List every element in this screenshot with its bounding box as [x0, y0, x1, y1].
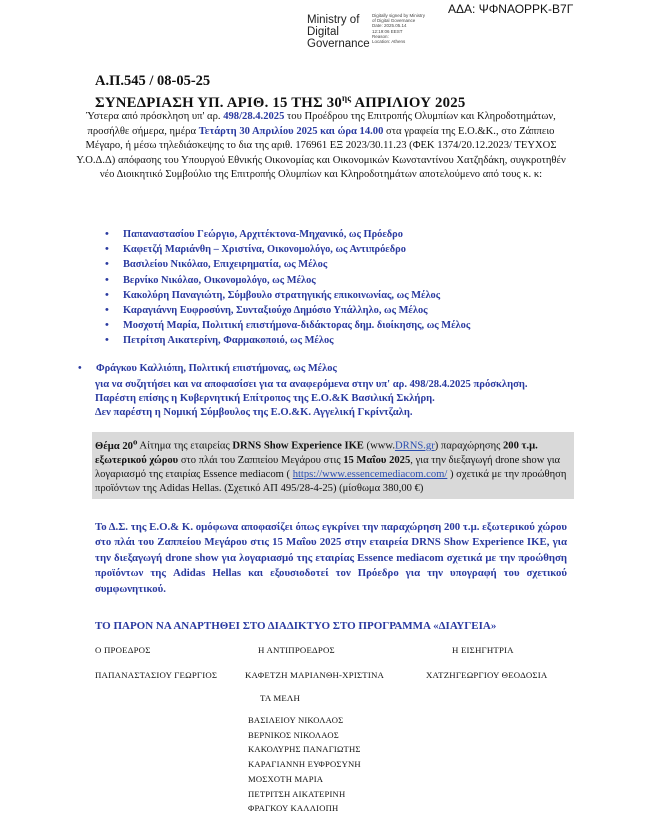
name-president: ΠΑΠΑΝΑΣΤΑΣΙΟΥ ΓΕΩΡΓΙΟΣ: [95, 670, 218, 680]
intro-paragraph: [76, 110, 566, 183]
invitation-number: 498/28.4.2025: [223, 111, 285, 122]
attendance-line: για να συζητήσει και να αποφασίσει για τα αναφερόμενα στην υπ' αρ. 498/28.4.2025 πρόσκληση.: [95, 379, 528, 390]
logo-line: Governance: [307, 38, 370, 50]
topic-label-sup: ο: [132, 436, 138, 446]
member-name: ΚΑΡΑΓΙΑΝΝΗ ΕΥΦΡΟΣΥΝΗ: [248, 759, 361, 770]
role-rapporteur: Η ΕΙΣΗΓΗΤΡΙΑ: [452, 645, 514, 655]
topic-text: ) σχετικά με την προώθηση προϊόντων της Adidas Hellas. (Σχετικό ΑΠ 495/28-4-25) (μίσθωμα 380,00 €): [95, 469, 567, 495]
list-item-text: Φράγκου Καλλιόπη, Πολιτική επιστήμονας, ως Μέλος: [96, 363, 337, 374]
logo-line: Digital: [307, 26, 339, 38]
intro-text: Ύστερα από πρόσκληση υπ' αρ.: [86, 111, 224, 122]
member-name: ΚΑΚΟΛΥΡΗΣ ΠΑΝΑΓΙΩΤΗΣ: [248, 744, 361, 755]
list-item: • Βασιλείου Νικόλαο, Επιχειρηματία, ως Μέλος: [105, 257, 470, 272]
list-item: • Βερνίκο Νικόλαο, Οικονομολόγο, ως Μέλος: [105, 273, 470, 288]
name-rapporteur: ΧΑΤΖΗΓΕΩΡΓΙΟΥ ΘΕΟΔΟΣΙΑ: [426, 670, 548, 680]
list-item: [78, 363, 337, 374]
members-title: ΤΑ ΜΕΛΗ: [260, 693, 301, 703]
signature-line: Reason:: [372, 33, 389, 39]
member-name: ΠΕΤΡΙΤΣΗ ΑΙΚΑΤΕΡΙΝΗ: [248, 788, 346, 799]
logo-line: Ministry of: [307, 14, 360, 26]
topic-text: στο πλάι του Ζαππείου Μεγάρου στις: [178, 454, 344, 466]
topic-text: ) παραχώρησης: [434, 440, 503, 452]
ada-code: ΑΔΑ: ΨΦΝΑΟΡΡΚ-Β7Γ: [448, 2, 574, 16]
list-item: • Καφετζή Μαριάνθη – Χριστίνα, Οικονομολόγο, ως Αντιπρόεδρο: [105, 242, 470, 257]
attendance-line: Παρέστη επίσης η Κυβερνητική Επίτροπος της Ε.Ο.&Κ Βασιλική Σκλήρη.: [95, 393, 435, 405]
board-members-list: [105, 227, 470, 349]
signature-line: Location: Athens: [372, 39, 406, 45]
bullet-icon: •: [78, 363, 82, 374]
signature-line: 12:19:06 EEST: [372, 28, 403, 34]
topic-text: Αίτημα της εταιρείας: [137, 440, 233, 452]
list-item: • Πετρίτση Αικατερίνη, Φαρμακοποιό, ως Μέλος: [105, 333, 470, 348]
member-name: ΦΡΑΓΚΟΥ ΚΑΛΛΙΟΠΗ: [248, 803, 339, 814]
list-item: • Παπαναστασίου Γεώργιο, Αρχιτέκτονα-Μηχανικό, ως Πρόεδρο: [105, 227, 470, 242]
attendance-notes: [95, 378, 615, 421]
topic-text: , για την διεξαγωγή drone show για λογαριασμό της εταιρίας Essence mediacom (: [95, 454, 561, 481]
agenda-topic: [92, 432, 574, 499]
member-name: ΒΕΡΝΙΚΟΣ ΝΙΚΟΛΑΟΣ: [248, 729, 339, 740]
event-date: 15 Μαΐου 2025: [343, 454, 411, 466]
member-name: ΒΑΣΙΛΕΙΟΥ ΝΙΚΟΛΑΟΣ: [248, 715, 344, 725]
company-name: DRNS Show Experience IKE: [232, 440, 364, 452]
topic-text: (www.: [363, 440, 395, 452]
list-item: • Καραγιάννη Ευφροσύνη, Συνταξιούχο Δημόσιο Υπάλληλο, ως Μέλος: [105, 303, 470, 318]
intro-text: του Προέδρου της Επιτροπής Ολυμπίων και Κληροδοτημάτων, προσήλθε σήμερα, ημέρα: [87, 111, 556, 137]
role-vice-president: Η ΑΝΤΙΠΡΟΕΔΡΟΣ: [258, 645, 335, 655]
signature-line: of Digital Governance: [372, 18, 416, 24]
space-size: 200 τ.μ. εξωτερικού χώρου: [95, 440, 538, 466]
name-vice-president: ΚΑΦΕΤΖΗ ΜΑΡΙΑΝΘΗ-ΧΡΙΣΤΙΝΑ: [245, 670, 385, 680]
attendance-line: Δεν παρέστη η Νομική Σύμβουλος της Ε.Ο.&Κ. Αγγελική Γκρίντζαλη.: [95, 407, 413, 419]
digital-signature-stamp: [372, 13, 442, 44]
essence-website-link[interactable]: https://www.essencemediacom.com/: [292, 469, 448, 481]
role-president: Ο ΠΡΟΕΔΡΟΣ: [95, 645, 151, 655]
protocol-number: Α.Π.545 / 08-05-25: [95, 73, 211, 89]
company-website-link[interactable]: DRNS.gr: [394, 440, 435, 452]
board-decision: Το Δ.Σ. της Ε.Ο.& Κ. ομόφωνα αποφασίζει όπως εγκρίνει την παραχώρηση 200 τ.μ. εξωτερικού χώρου στο πλάι του Ζαππείου Μεγάρου στις 15 Μαΐου 2025 στην εταιρεία DRNS Show Experience IKE, για την διεξαγωγή drone show για λογαριασμό της εταιρίας Essence mediacom σχετικά με την προώθηση προϊόντων της Adidas Hellas και εξουσιοδοτεί τον Πρόεδρο για την υπογραφή του σχετικού συμφωνητικού.: [95, 521, 567, 595]
session-title-sup: ης: [341, 93, 352, 103]
signature-line: Digitally signed by Ministry: [372, 13, 426, 18]
session-title-month: ΑΠΡΙΛΙΟΥ 2025: [351, 94, 466, 111]
topic-label: Θέμα 20: [95, 440, 133, 452]
meeting-datetime: Τετάρτη 30 Απριλίου 2025 και ώρα 14.00: [198, 125, 384, 137]
list-item: • Μοσχοτή Μαρία, Πολιτική επιστήμονα-διδάκτορας δημ. διοίκησης, ως Μέλος: [105, 318, 470, 333]
list-item: • Κακολύρη Παναγιώτη, Σύμβουλο στρατηγικής επικοινωνίας, ως Μέλος: [105, 288, 470, 303]
ministry-logo: [307, 14, 370, 50]
member-name: ΜΟΣΧΟΤΗ ΜΑΡΙΑ: [248, 773, 324, 784]
intro-text: στα γραφεία της Ε.Ο.&Κ., στο Ζάππειο Μέγαρο, ή μέσω τηλεδιάσκεψης το δια της αριθ. 176961 ΕΞ 2023/30.11.23 (ΦΕΚ 1374/20.12.2023/ ΤΕΥΧΟΣ Υ.Ο.Δ.Δ) απόφασης του Υπουργού Εθνικής Οικονομίας και Οικονομικών Κωνσταντίνου Χατζηδάκη, συγκροτηθέν νέο Διοικητικό Συμβούλιο της Επιτροπής Ολυμπίων και Κληροδοτημάτων αποτελούμενο από τους κ. κ:: [76, 125, 566, 181]
member-signatures: [248, 713, 361, 816]
publish-notice: ΤΟ ΠΑΡΟΝ ΝΑ ΑΝΑΡΤΗΘΕΙ ΣΤΟ ΔΙΑΔΙΚΤΥΟ ΣΤΟ ΠΡΟΓΡΑΜΜΑ «ΔΙΑΥΓΕΙΑ»: [95, 620, 497, 632]
signature-line: Date: 2025.05.14: [372, 23, 407, 29]
session-title-main: ΣΥΝΕΔΡΙΑΣΗ ΥΠ. ΑΡΙΘ. 15 ΤΗΣ 30: [95, 94, 342, 111]
